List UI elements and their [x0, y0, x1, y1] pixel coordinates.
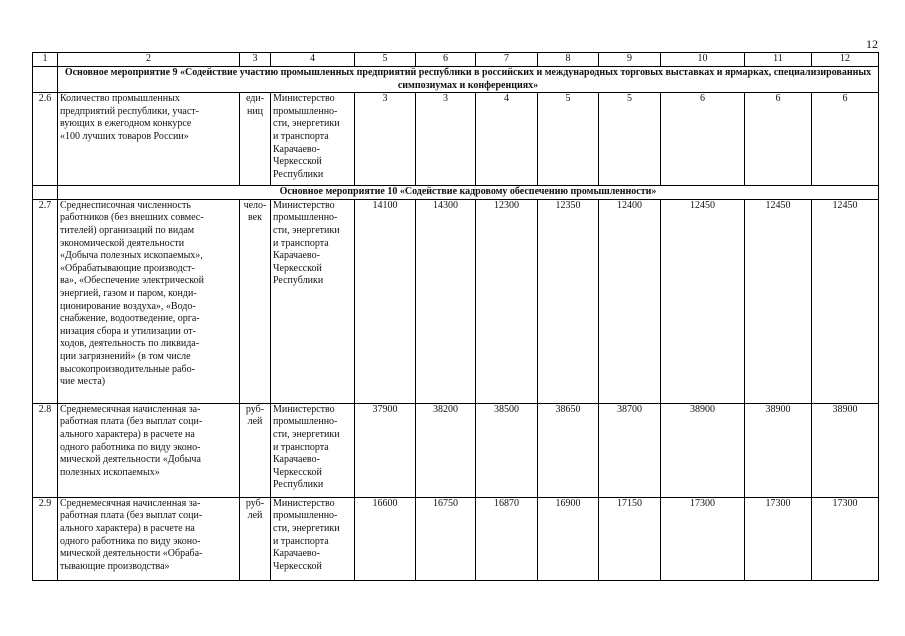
unit: еди- ниц [240, 93, 271, 186]
value-cell: 12450 [745, 199, 812, 403]
value-cell: 16600 [355, 497, 416, 580]
value-cell: 5 [599, 93, 661, 186]
row-number: 2.8 [33, 403, 58, 497]
value-cell: 17300 [661, 497, 745, 580]
value-cell: 3 [416, 93, 476, 186]
value-cell: 12450 [812, 199, 879, 403]
value-cell: 38200 [416, 403, 476, 497]
col-header-4: 4 [271, 53, 355, 67]
unit: чело- век [240, 199, 271, 403]
value-cell: 16750 [416, 497, 476, 580]
executor: Министерство промышленно- сти, энергетики и транспорта Карачаево- Черкесской Республики [271, 199, 355, 403]
value-cell: 16870 [476, 497, 538, 580]
value-cell: 38900 [661, 403, 745, 497]
value-cell: 14100 [355, 199, 416, 403]
indicator-name: Количество промышленных предприятий республики, участ- вующих в ежегодном конкурсе «100 лучших товаров России» [58, 93, 240, 186]
table-row [33, 403, 879, 497]
page-number: 12 [866, 37, 878, 51]
value-cell: 12400 [599, 199, 661, 403]
executor: Министерство промышленно- сти, энергетики и транспорта Карачаево- Черкесской [271, 497, 355, 580]
executor: Министерство промышленно- сти, энергетики и транспорта Карачаево- Черкесской Республики [271, 93, 355, 186]
value-cell: 5 [538, 93, 599, 186]
value-cell: 17300 [812, 497, 879, 580]
section-row [33, 186, 879, 200]
col-header-7: 7 [476, 53, 538, 67]
value-cell: 3 [355, 93, 416, 186]
value-cell: 17300 [745, 497, 812, 580]
executor: Министерство промышленно- сти, энергетики и транспорта Карачаево- Черкесской Республики [271, 403, 355, 497]
value-cell: 38900 [745, 403, 812, 497]
table-row [33, 199, 879, 403]
indicators-table [32, 52, 879, 581]
section-title: Основное мероприятие 10 «Содействие кадровому обеспечению промышленности» [58, 186, 879, 200]
unit: руб- лей [240, 497, 271, 580]
value-cell: 38700 [599, 403, 661, 497]
unit: руб- лей [240, 403, 271, 497]
value-cell: 14300 [416, 199, 476, 403]
value-cell: 38500 [476, 403, 538, 497]
value-cell: 37900 [355, 403, 416, 497]
value-cell: 4 [476, 93, 538, 186]
col-header-5: 5 [355, 53, 416, 67]
value-cell: 12350 [538, 199, 599, 403]
value-cell: 6 [745, 93, 812, 186]
value-cell: 6 [812, 93, 879, 186]
col-header-12: 12 [812, 53, 879, 67]
indicator-name: Среднемесячная начисленная за- работная плата (без выплат соци- ального характера) в расчете на одного работника по виду эконо- мической деятельности «Обраба- тывающие производства» [58, 497, 240, 580]
row-number: 2.9 [33, 497, 58, 580]
value-cell: 38650 [538, 403, 599, 497]
section-row [33, 67, 879, 93]
col-header-8: 8 [538, 53, 599, 67]
value-cell: 17150 [599, 497, 661, 580]
indicator-name: Среднесписочная численность работников (без внешних совмес- тителей) организаций по видам экономической деятельности «Добыча полезных ископаемых», «Обрабатывающие производст- ва», «Обеспечение электрической энергией, газом и паром, конди- ционирование воздуха», «Водо- снабжение, водоотведение, орга- низация сбора и утилизации от- ходов, деятельность по ликвида- ции загрязнений» (в том числе высокопроизводительные рабо- чие места) [58, 199, 240, 403]
value-cell: 12300 [476, 199, 538, 403]
table-row [33, 93, 879, 186]
indicator-name: Среднемесячная начисленная за- работная плата (без выплат соци- ального характера) в расчете на одного работника по виду эконо- мической деятельности «Добыча полезных ископаемых» [58, 403, 240, 497]
column-header-row [33, 53, 879, 67]
value-cell: 12450 [661, 199, 745, 403]
col-header-11: 11 [745, 53, 812, 67]
col-header-9: 9 [599, 53, 661, 67]
value-cell: 38900 [812, 403, 879, 497]
section-title: Основное мероприятие 9 «Содействие участию промышленных предприятий республики в российских и международных торговых выставках и ярмарках, специализированных симпозиумах и конференциях» [58, 67, 879, 93]
row-number: 2.7 [33, 199, 58, 403]
col-header-1: 1 [33, 53, 58, 67]
row-number: 2.6 [33, 93, 58, 186]
value-cell: 6 [661, 93, 745, 186]
table-row [33, 497, 879, 580]
col-header-2: 2 [58, 53, 240, 67]
col-header-6: 6 [416, 53, 476, 67]
col-header-3: 3 [240, 53, 271, 67]
value-cell: 16900 [538, 497, 599, 580]
col-header-10: 10 [661, 53, 745, 67]
